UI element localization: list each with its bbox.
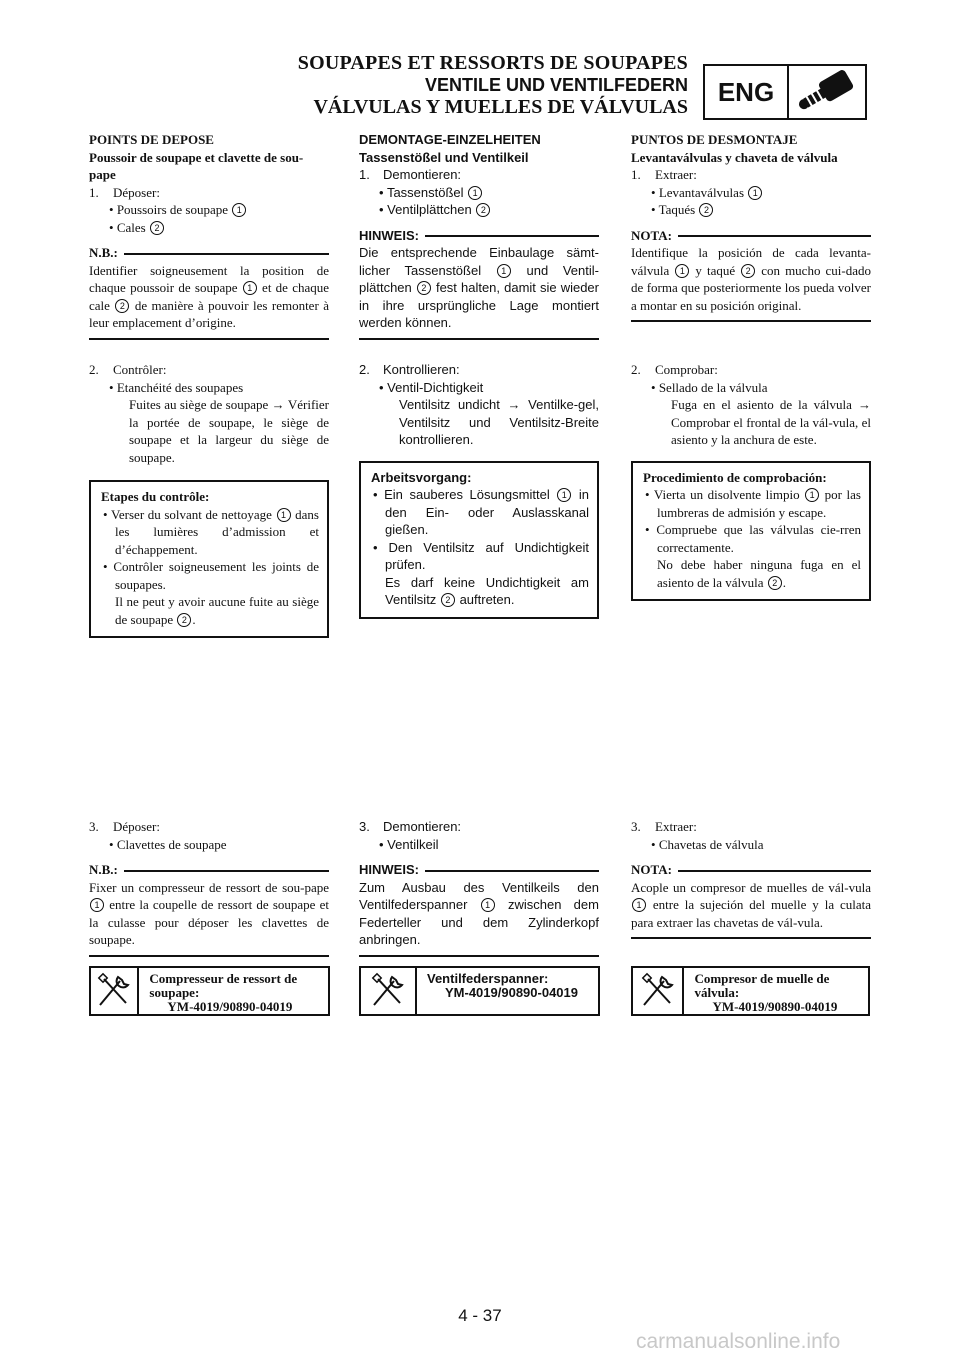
de-section-1 — [359, 131, 599, 340]
es-note-body: Acople un compresor de muelles de vál-vula 1 entre la sujeción del muelle y la culata para extraer las chavetas de vál-vula. — [631, 879, 871, 940]
list-item: • Etanchéité des soupapes — [109, 379, 244, 395]
fr-step-3: 3. Déposer: — [89, 819, 160, 834]
es-check-text: Fuga en el asiento de la válvula → Comprobar el frontal de la vál-vula, el asiento y la anchura de este. — [671, 397, 871, 447]
list-item-continued: Il ne peut y avoir aucune fuite au siège de soupape 2 . — [115, 594, 319, 627]
list-item: • Ventilkeil — [379, 836, 439, 852]
list-item: • Ventilplättchen 2 — [359, 201, 599, 219]
es-tool-code: YM-4019/90890-04019 — [712, 999, 838, 1014]
fr-note-header: N.B.: — [89, 861, 329, 879]
list-item: • Vierta un disolvente limpio 1 por las lumbreras de admisión y escape. — [645, 487, 861, 520]
es-procedure-box — [631, 461, 871, 602]
de-section-3 — [359, 818, 599, 957]
list-item: • Tassenstößel 1 — [359, 184, 599, 202]
header-title-de: VENTILE UND VENTILFEDERN — [424, 75, 688, 95]
header-title-fr: SOUPAPES ET RESSORTS DE SOUPAPES — [297, 52, 688, 74]
fr-section-2 — [89, 361, 329, 638]
list-item-continued: No debe haber ninguna fuga en el asiento de la válvula 2 . — [657, 557, 861, 590]
es-note-header: NOTA: — [631, 861, 871, 879]
es-tool-name: Compresor de muelle de válvula: — [694, 971, 830, 1000]
de-note-header: HINWEIS: — [359, 861, 599, 879]
es-procedure-title: Procedimiento de comprobación: — [643, 469, 827, 485]
de-check-text: Ventilsitz undicht → Ventilke-gel, Ventilsitz und Ventilsitz-Breite kontrollieren. — [399, 397, 599, 447]
fr-tool-name: Compresseur de ressort de soupape: — [149, 971, 298, 1000]
list-item: • Ein sauberes Lösungsmittel 1 in den Ein- oder Auslasskanal gießen. — [373, 487, 589, 537]
list-item: • Ventil-Dichtigkeit — [379, 379, 484, 395]
de-note-body: Zum Ausbau des Ventilkeils den Ventilfederspanner 1 zwischen dem Federteller und dem Zylinderkopf anbringen. — [359, 879, 599, 957]
list-item: • Sellado de la válvula — [651, 379, 768, 395]
list-item: • Contrôler soigneusement les joints de soupapes. — [103, 559, 319, 592]
es-step-2: 2. Comprobar: — [631, 362, 718, 377]
de-tool-name: Ventilfederspanner: — [427, 971, 549, 986]
es-section-title: PUNTOS DE DESMONTAJE — [631, 132, 798, 147]
wrench-screwdriver-icon — [633, 968, 684, 1014]
es-note-header: NOTA: — [631, 227, 871, 245]
page-number: 4 - 37 — [458, 1306, 502, 1325]
list-item: • Den Ventilsitz auf Undichtigkeit prüfen. — [373, 539, 589, 572]
list-item: • Chavetas de válvula — [651, 836, 764, 852]
list-item-continued: Es darf keine Undichtigkeit am Ventilsitz 2 auftreten. — [385, 574, 589, 607]
fr-note-body: Fixer un compresseur de ressort de sou-pape 1 entre la coupelle de ressort de soupape et la culasse pour déposer les clavettes de soupape. — [89, 879, 329, 957]
wrench-screwdriver-icon — [91, 968, 139, 1014]
de-step-2: 2. Kontrollieren: — [359, 362, 460, 377]
watermark: carmanualsonline.info — [636, 1330, 841, 1353]
de-tool-box — [359, 966, 600, 1016]
de-tool-code: YM-4019/90890-04019 — [445, 985, 578, 1000]
list-item: • Compruebe que las válvulas cie-rren correctamente. — [645, 522, 861, 555]
list-item: • Verser du solvant de nettoyage 1 dans les lumières d’admission et d’échappement. — [103, 506, 319, 557]
badge-label: ENG — [705, 66, 789, 118]
list-item: • Poussoirs de soupape 1 — [89, 201, 329, 219]
es-tool-box — [631, 966, 870, 1016]
fr-section-1 — [89, 131, 329, 340]
fr-note-body: Identifier soigneusement la position de chaque poussoir de soupape 1 et de chaque cale 2 de manière à pouvoir les remonter à leur emplacement d’origine. — [89, 262, 329, 340]
de-section-title: DEMONTAGE-EINZELHEITEN — [359, 132, 541, 147]
es-section-3 — [631, 818, 871, 939]
es-section-1 — [631, 131, 871, 322]
engine-piston-icon — [789, 66, 865, 118]
fr-procedure-box — [89, 480, 329, 638]
list-item: • Taqués 2 — [631, 201, 871, 219]
de-step-1: 1. Demontieren: — [359, 167, 462, 182]
de-section-2 — [359, 361, 599, 619]
fr-section-3 — [89, 818, 329, 957]
de-procedure-title: Arbeitsvorgang: — [371, 469, 472, 485]
list-item: • Cales 2 — [89, 219, 329, 237]
fr-note-header: N.B.: — [89, 244, 329, 262]
de-note-header: HINWEIS: — [359, 227, 599, 245]
de-step-3: 3. Demontieren: — [359, 819, 462, 834]
page-header — [298, 52, 688, 118]
fr-step-1: 1. Déposer: — [89, 184, 160, 200]
fr-section-title: POINTS DE DEPOSE — [89, 132, 214, 147]
de-section-subtitle: Tassenstößel und Ventilkeil — [359, 149, 529, 165]
section-badge — [703, 64, 867, 120]
fr-check-text: Fuites au siège de soupape → Vérifier la portée de soupape, le siège de soupape et la largeur du siège de soupape. — [129, 397, 329, 465]
es-section-subtitle: Levantaválvulas y chaveta de válvula — [631, 149, 838, 165]
es-step-1: 1. Extraer: — [631, 167, 697, 182]
header-title-es: VÁLVULAS Y MUELLES DE VÁLVULAS — [313, 96, 688, 118]
de-note-body: Die entsprechende Einbaulage sämt-licher Tassenstößel 1 und Ventil-plättchen 2 fest halten, damit sie wieder in ihre ursprüngliche Lage montiert werden können. — [359, 244, 599, 340]
fr-step-2: 2. Contrôler: — [89, 362, 167, 377]
de-procedure-box — [359, 461, 599, 619]
wrench-screwdriver-icon — [361, 968, 417, 1014]
fr-tool-code: YM-4019/90890-04019 — [167, 999, 293, 1014]
es-note-body: Identifique la posición de cada levanta-válvula 1 y taqué 2 con mucho cui-dado de forma que posteriormente los pueda volver a montar en su posición original. — [631, 244, 871, 322]
es-section-2 — [631, 361, 871, 601]
fr-section-subtitle: Poussoir de soupape et clavette de sou-pape — [89, 149, 304, 182]
fr-procedure-title: Etapes du contrôle: — [101, 489, 210, 504]
fr-tool-box — [89, 966, 330, 1016]
es-step-3: 3. Extraer: — [631, 819, 697, 834]
list-item: • Clavettes de soupape — [109, 836, 227, 852]
list-item: • Levantaválvulas 1 — [631, 184, 871, 202]
